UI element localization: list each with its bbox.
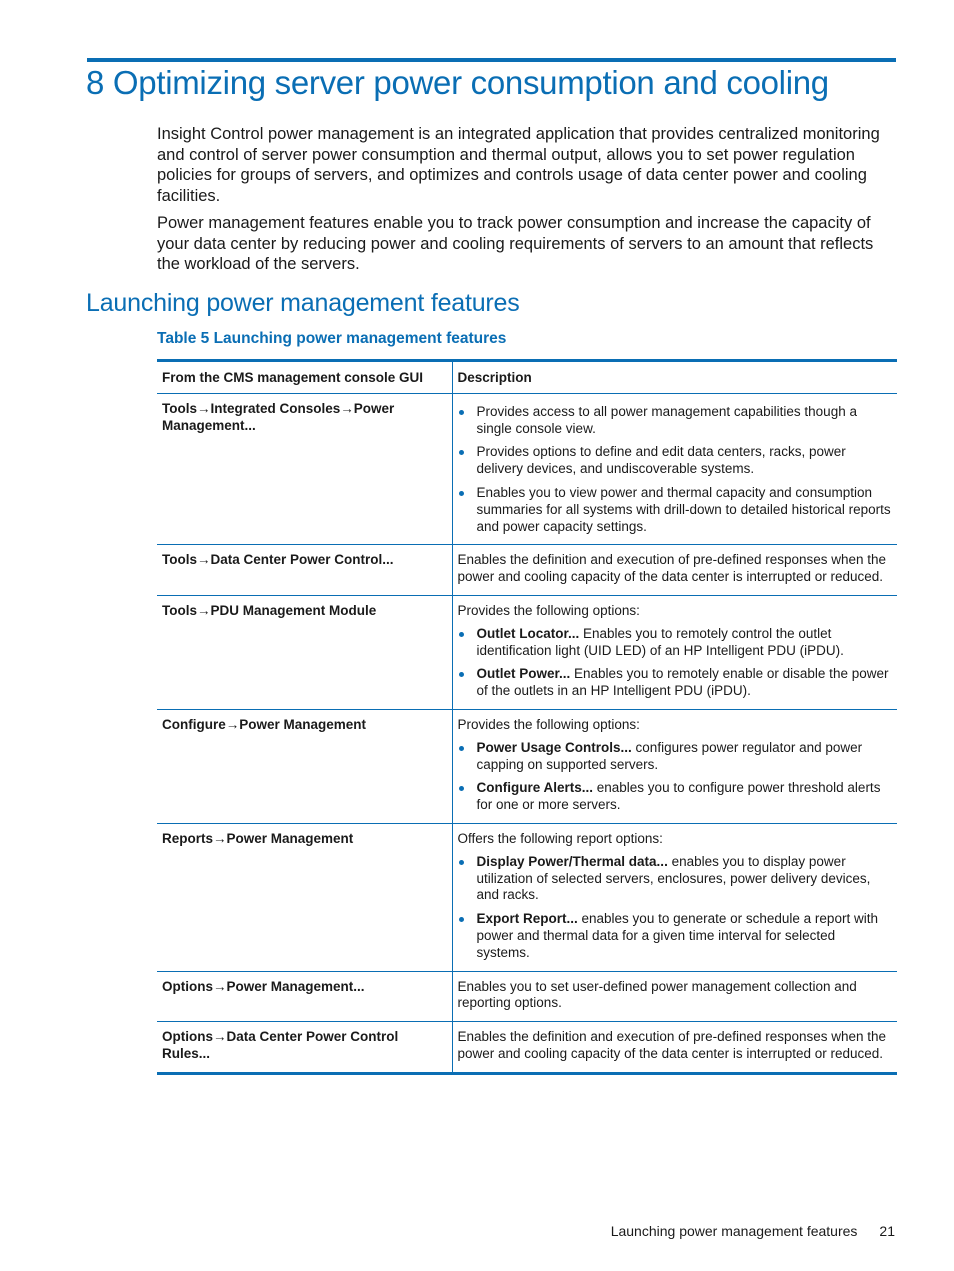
intro-paragraph: Power management features enable you to track power consumption and increase the capacity of your data center by reducing power and cooling requirements of servers to an amount that reflects the workload of the servers. — [157, 214, 874, 274]
menu-path-item: Data Center Power Control... — [210, 552, 394, 568]
bullet-item — [458, 626, 893, 660]
table-row — [157, 823, 897, 971]
bullet-term: Export Report... — [476, 911, 578, 927]
menu-path-item: Power Management... — [226, 978, 365, 994]
menu-path-item: Reports — [162, 830, 214, 846]
menu-path-item: Tools — [162, 400, 197, 416]
description-text: Offers the following report options: — [457, 830, 663, 846]
column-header: Description — [452, 361, 897, 394]
menu-path-cell — [157, 709, 452, 823]
menu-path-item: Power Management — [226, 830, 354, 846]
chapter-title: 8 Optimizing server power consumption and cooling — [86, 64, 829, 101]
description-cell — [452, 823, 897, 971]
menu-path-item: Options — [162, 1029, 213, 1045]
menu-path-cell — [157, 545, 452, 596]
menu-path-cell — [157, 823, 452, 971]
bullet-icon — [459, 450, 464, 455]
description-text: Enables you to set user-defined power management collection and reporting options. — [457, 978, 857, 1011]
bullet-icon — [459, 491, 464, 496]
menu-arrow: → — [197, 400, 211, 416]
bullet-term: Power Usage Controls... — [476, 739, 632, 755]
menu-path-item: Power Management — [239, 716, 367, 732]
bullet-icon — [459, 672, 464, 677]
bullet-text: enables you to generate or schedule a report with power and thermal data for a given time interval for selected systems. — [476, 911, 878, 960]
bullet-term: Display Power/Thermal data... — [476, 853, 668, 869]
table-caption: Table 5 Launching power management features — [157, 330, 507, 347]
bullet-item — [458, 485, 893, 535]
bullet-text: configures power regulator and power capping on supported servers. — [476, 739, 863, 772]
bullet-icon — [459, 746, 464, 751]
footer-section-title: Launching power management features — [610, 1223, 858, 1239]
menu-path-item: Data Center Power Control Rules... — [162, 1029, 399, 1061]
bullet-item — [458, 740, 893, 774]
bullet-text: enables you to configure power threshold alerts for one or more servers. — [476, 780, 881, 813]
bullet-text: Provides access to all power management capabilities though a single console view. — [476, 403, 857, 436]
description-text: Provides the following options: — [457, 716, 640, 732]
description-cell — [452, 393, 897, 545]
menu-path-cell — [157, 971, 452, 1022]
page-number: 21 — [879, 1223, 895, 1239]
description-cell — [452, 971, 897, 1022]
bullet-list — [458, 854, 893, 962]
bullet-list — [458, 740, 893, 814]
table-row — [157, 1022, 897, 1074]
menu-arrow: → — [340, 400, 354, 416]
menu-path-item: Integrated Consoles — [210, 400, 341, 416]
bullet-icon — [459, 410, 464, 415]
menu-path-cell — [157, 1022, 452, 1074]
table-body — [157, 393, 897, 1073]
bullet-term: Configure Alerts... — [476, 780, 594, 796]
menu-arrow: → — [213, 978, 227, 994]
bullet-term: Outlet Locator... — [476, 625, 580, 641]
bullet-item — [458, 780, 893, 814]
menu-path-cell — [157, 393, 452, 545]
menu-arrow: → — [213, 1029, 227, 1045]
bullet-text: Enables you to remotely control the outlet identification light (UID LED) of an HP Intelligent PDU (iPDU). — [476, 625, 844, 658]
bullet-list — [458, 626, 893, 700]
description-cell — [452, 545, 897, 596]
menu-arrow: → — [225, 716, 240, 732]
table-row — [157, 393, 897, 545]
menu-path-item: PDU Management Module — [210, 602, 377, 618]
menu-path-item: Tools — [162, 552, 197, 568]
menu-path-cell — [157, 595, 452, 709]
bullet-text: Provides options to define and edit data centers, racks, power delivery devices, and undiscoverable systems. — [476, 444, 846, 477]
bullet-item — [458, 854, 893, 904]
menu-path-item: Configure — [162, 716, 226, 732]
description-text: Enables the definition and execution of pre-defined responses when the power and cooling capacity of the data center is interrupted or reduced. — [457, 552, 887, 585]
menu-path-item: Options — [162, 978, 213, 994]
bullet-item — [458, 444, 893, 478]
bullet-icon — [459, 860, 464, 865]
bullet-text: enables you to display power utilization of selected servers, enclosures, power delivery devices, and racks. — [476, 853, 871, 903]
description-text: Provides the following options: — [457, 602, 640, 618]
bullet-term: Outlet Power... — [476, 666, 571, 682]
bullet-item — [458, 911, 893, 961]
table-row — [157, 545, 897, 596]
menu-path-item: Tools — [162, 602, 197, 618]
bullet-item — [458, 666, 893, 700]
features-table — [157, 359, 897, 1075]
column-header: From the CMS management console GUI — [157, 361, 452, 394]
menu-arrow: → — [197, 602, 211, 618]
table-row — [157, 971, 897, 1022]
bullet-icon — [459, 917, 464, 922]
description-cell — [452, 709, 897, 823]
table-row — [157, 595, 897, 709]
description-text: Enables the definition and execution of pre-defined responses when the power and cooling capacity of the data center is interrupted or reduced. — [457, 1029, 887, 1061]
table-header-row — [157, 361, 897, 394]
bullet-icon — [459, 786, 464, 791]
bullet-text: Enables you to remotely enable or disable the power of the outlets in an HP Intelligent PDU (iPDU). — [476, 666, 889, 699]
menu-arrow: → — [213, 830, 227, 846]
intro-paragraph: Insight Control power management is an integrated application that provides centralized monitoring and control of server power consumption and thermal output, allows you to set power regulation policies for groups of servers, and optimizes and controls usage of data center power and cooling facilities. — [157, 125, 880, 206]
bullet-list — [458, 404, 893, 536]
page-footer — [611, 1223, 895, 1239]
bullet-text: Enables you to view power and thermal capacity and consumption summaries for all systems with drill-down to detailed historical reports and power capacity settings. — [476, 484, 891, 534]
section-title: Launching power management features — [86, 289, 520, 317]
menu-arrow: → — [197, 552, 211, 568]
description-cell — [452, 1022, 897, 1074]
chapter-top-rule — [87, 58, 896, 62]
table-row — [157, 709, 897, 823]
bullet-icon — [459, 632, 464, 637]
description-cell — [452, 595, 897, 709]
menu-path-item: Power Management... — [162, 400, 395, 433]
bullet-item — [458, 404, 893, 438]
